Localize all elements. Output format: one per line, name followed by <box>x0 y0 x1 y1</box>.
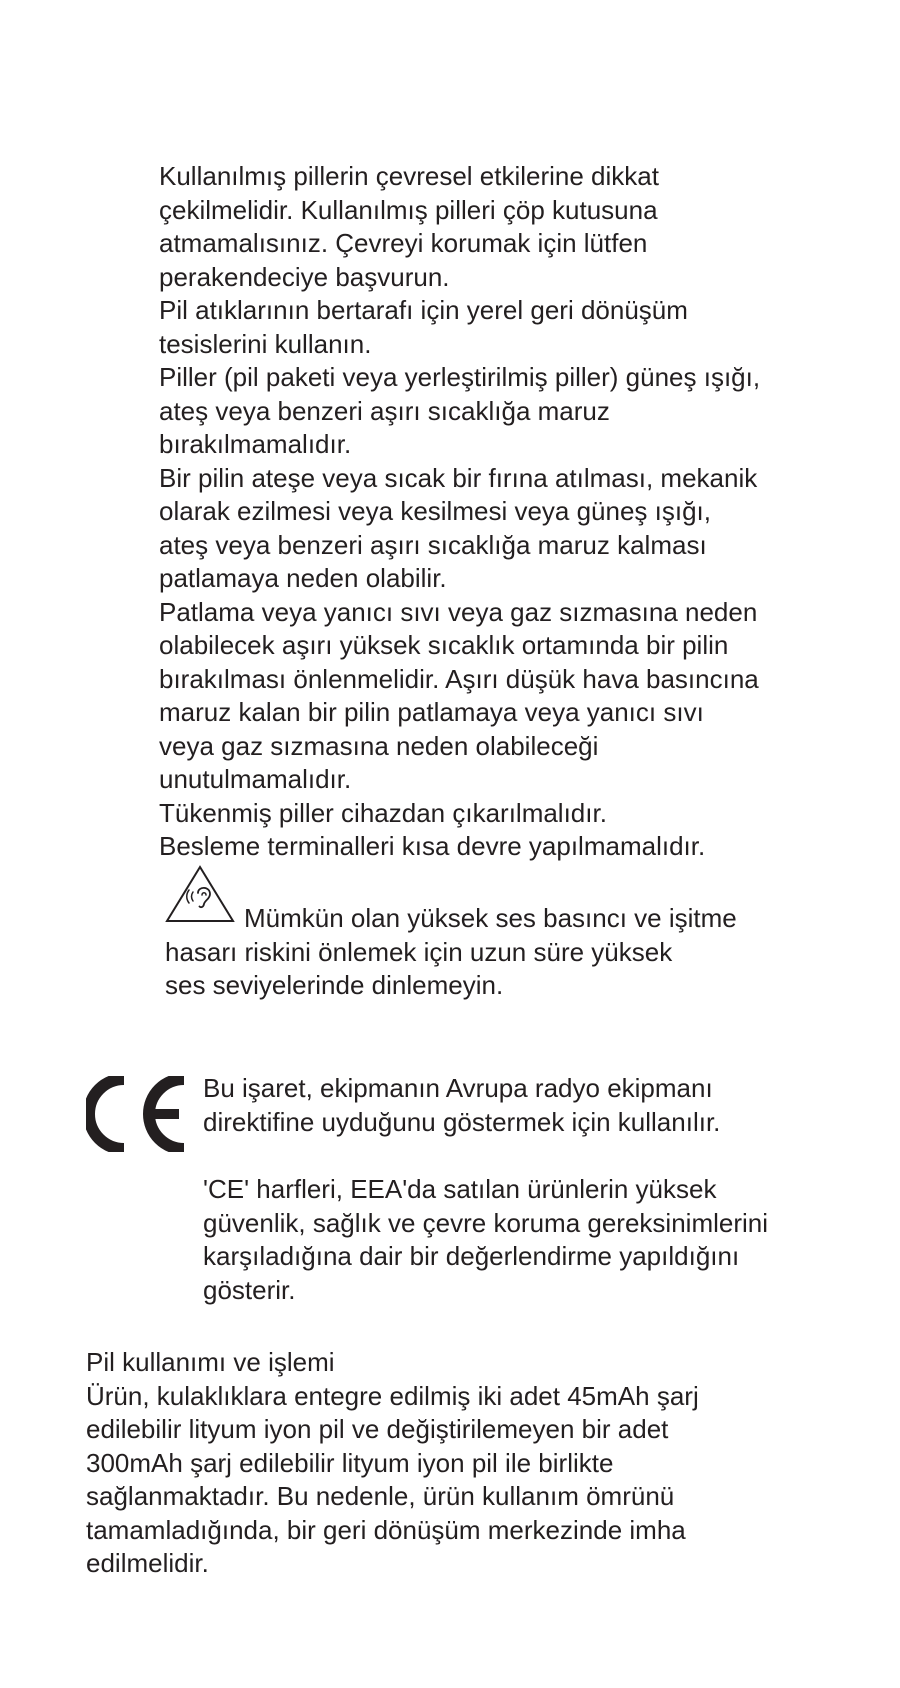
text-line: 'CE' harfleri, EEA'da satılan ürünlerin yüksek <box>203 1174 717 1204</box>
text-line: ateş veya benzeri aşırı sıcaklığa maruz kalması <box>159 529 707 560</box>
ce-paragraph-1 <box>203 1072 720 1139</box>
text-line: perakendeciye başvurun. <box>159 261 450 292</box>
text-line: çekilmelidir. Kullanılmış pilleri çöp kutusuna <box>159 194 658 225</box>
text-line: maruz kalan bir pilin patlamaya veya yanıcı sıvı <box>159 697 704 727</box>
hearing-line: hasarı riskini önlemek için uzun süre yüksek <box>165 936 673 967</box>
section-heading: Pil kullanımı ve işlemi <box>86 1347 335 1377</box>
text-line: Kullanılmış pillerin çevresel etkilerine dikkat <box>159 161 659 191</box>
text-line: tamamladığında, bir geri dönüşüm merkezinde imha <box>86 1514 686 1545</box>
text-line: bırakılmamalıdır. <box>159 429 352 459</box>
text-line: Bu işaret, ekipmanın Avrupa radyo ekipmanı <box>203 1073 713 1103</box>
hearing-line: Mümkün olan yüksek ses basıncı ve işitme <box>244 903 737 933</box>
text-line: edilmelidir. <box>86 1548 209 1578</box>
battery-usage <box>86 1346 699 1581</box>
text-line: Besleme terminalleri kısa devre yapılmamalıdır. <box>159 831 706 861</box>
text-line: ateş veya benzeri aşırı sıcaklığa maruz <box>159 395 610 426</box>
text-line: atmamalısınız. Çevreyi korumak için lütfen <box>159 228 648 258</box>
text-line: Pil atıklarının bertarafı için yerel geri dönüşüm <box>159 295 688 325</box>
ce-paragraph-2 <box>203 1173 768 1307</box>
text-line: veya gaz sızmasına neden olabileceği <box>159 730 599 761</box>
text-line: Ürün, kulaklıklara entegre edilmiş iki adet 45mAh şarj <box>86 1380 699 1411</box>
text-line: 300mAh şarj edilebilir lityum iyon pil ile birlikte <box>86 1447 614 1478</box>
text-line: bırakılması önlenmelidir. Aşırı düşük hava basıncına <box>159 663 759 694</box>
text-line: Bir pilin ateşe veya sıcak bir fırına atılması, mekanik <box>159 462 758 493</box>
text-line: olarak ezilmesi veya kesilmesi veya güneş ışığı, <box>159 496 712 526</box>
hearing-warning <box>165 868 885 1003</box>
hearing-line: ses seviyelerinde dinlemeyin. <box>165 970 504 1000</box>
text-line: sağlanmaktadır. Bu nedenle, ürün kullanım ömrünü <box>86 1481 675 1511</box>
text-line: direktifine uyduğunu göstermek için kullanılır. <box>203 1106 721 1137</box>
text-line: Tükenmiş piller cihazdan çıkarılmalıdır. <box>159 797 607 828</box>
text-line: Patlama veya yanıcı sıvı veya gaz sızmasına neden <box>159 596 758 627</box>
battery-warnings <box>159 160 760 864</box>
text-line: Piller (pil paketi veya yerleştirilmiş piller) güneş ışığı, <box>159 362 761 392</box>
text-line: unutulmamalıdır. <box>159 764 352 794</box>
text-line: tesislerini kullanın. <box>159 328 372 359</box>
hearing-warning-icon <box>165 865 235 923</box>
text-line: olabilecek aşırı yüksek sıcaklık ortamında bir pilin <box>159 630 729 660</box>
text-line: güvenlik, sağlık ve çevre koruma gereksinimlerini <box>203 1207 769 1238</box>
text-line: gösterir. <box>203 1274 296 1305</box>
ce-mark-icon <box>86 1076 186 1152</box>
text-line: karşıladığına dair bir değerlendirme yapıldığını <box>203 1241 740 1271</box>
text-line: edilebilir lityum iyon pil ve değiştirilemeyen bir adet <box>86 1414 669 1444</box>
text-line: patlamaya neden olabilir. <box>159 563 447 593</box>
